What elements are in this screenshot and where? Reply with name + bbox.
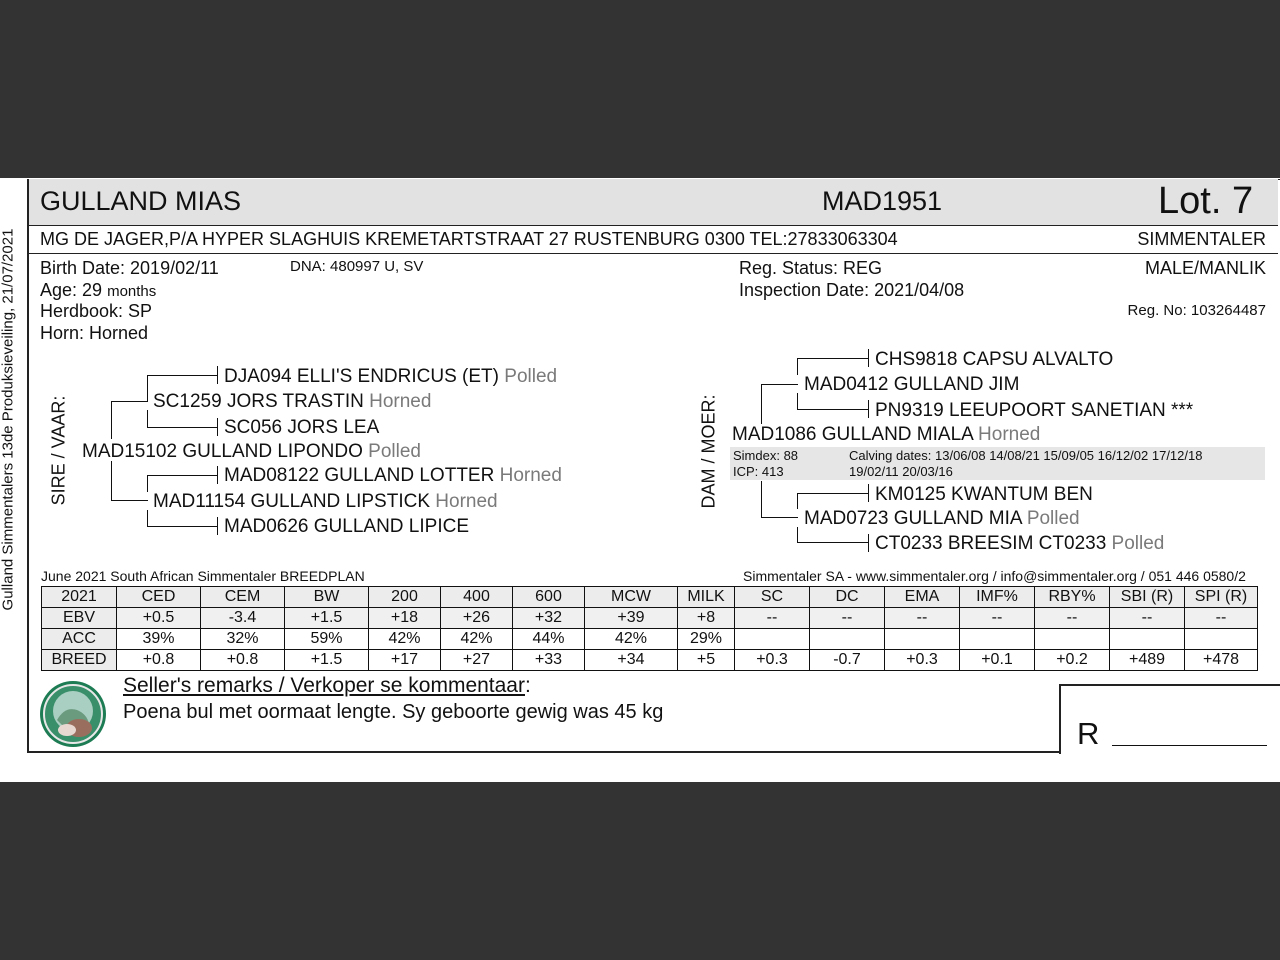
price-input-line[interactable]	[1112, 744, 1267, 746]
dam-tree-line	[797, 358, 798, 375]
table-header-cell: SBI (R)	[1110, 587, 1185, 608]
age	[40, 280, 156, 301]
sire-tree-line	[147, 526, 218, 527]
table-cell: +34	[585, 650, 678, 671]
sire-tree-line	[217, 418, 218, 436]
table-cell: --	[1185, 608, 1258, 629]
reg-status: Reg. Status: REG	[739, 258, 883, 278]
table-cell: ACC	[42, 629, 117, 650]
table-cell: 32%	[201, 629, 285, 650]
table-cell: +18	[369, 608, 441, 629]
table-cell: --	[810, 608, 885, 629]
table-cell: +39	[585, 608, 678, 629]
table-header-cell: MILK	[678, 587, 735, 608]
dam-tree-line	[868, 534, 869, 552]
sire-tree-line	[147, 510, 148, 527]
dam-sire-dam: PN9319 LEEUPOORT SANETIAN ***	[875, 400, 1194, 421]
table-cell: +26	[441, 608, 513, 629]
icp: ICP: 413	[733, 464, 784, 479]
sire-tree-line	[111, 401, 112, 439]
reg-number: Reg. No: 103264487	[1127, 302, 1266, 319]
table-header-cell: RBY%	[1035, 587, 1110, 608]
table-cell: +1.5	[285, 650, 369, 671]
dam-tree-line	[761, 481, 762, 518]
sire-tree-line	[147, 375, 148, 402]
sire-tree-line	[217, 517, 218, 535]
dam-tree-line	[797, 409, 869, 410]
dam: MAD1086 GULLAND MIALA Horned	[732, 424, 1041, 445]
breedplan-header-row	[42, 587, 1258, 608]
table-cell: 42%	[369, 629, 441, 650]
dam-tree-line	[797, 493, 798, 509]
table-header-cell: MCW	[585, 587, 678, 608]
sire-caption: SIRE / VAAR:	[48, 395, 69, 506]
side-caption: Gulland Simmentalers 13de Produksieveiling, 21/07/2021	[0, 228, 17, 611]
sire-sire: SC1259 JORS TRASTIN Horned	[153, 391, 432, 412]
dam-tree-line	[761, 517, 798, 518]
table-header-cell: EMA	[885, 587, 960, 608]
table-cell	[885, 629, 960, 650]
sire-sire-sire: DJA094 ELLI'S ENDRICUS (ET) Polled	[224, 366, 558, 387]
lot-number: Lot. 7	[1158, 180, 1254, 222]
table-cell: -3.4	[201, 608, 285, 629]
table-cell: +0.1	[960, 650, 1035, 671]
table-cell: +1.5	[285, 608, 369, 629]
sire-dam-dam: MAD0626 GULLAND LIPICE	[224, 516, 469, 537]
sire-tree-line	[111, 461, 112, 501]
table-cell	[1035, 629, 1110, 650]
table-header-cell: 400	[441, 587, 513, 608]
sire-tree-line	[147, 410, 148, 428]
table-cell: 42%	[441, 629, 513, 650]
breed-row	[42, 650, 1258, 671]
dam-dam-sire: KM0125 KWANTUM BEN	[875, 484, 1093, 505]
table-cell	[810, 629, 885, 650]
table-cell: 39%	[117, 629, 201, 650]
table-cell: --	[885, 608, 960, 629]
table-cell: +17	[369, 650, 441, 671]
owner-address: MG DE JAGER,P/A HYPER SLAGHUIS KREMETARTSTRAAT 27 RUSTENBURG 0300 TEL:27833063304	[40, 229, 898, 249]
dam-caption: DAM / MOER:	[698, 394, 719, 509]
table-cell: +478	[1185, 650, 1258, 671]
table-header-cell: 2021	[42, 587, 117, 608]
table-header-cell: SC	[735, 587, 810, 608]
dam-tree-line	[797, 493, 869, 494]
table-header-cell: 200	[369, 587, 441, 608]
table-cell: +0.3	[735, 650, 810, 671]
table-header-cell: DC	[810, 587, 885, 608]
table-cell: --	[1110, 608, 1185, 629]
dam-tree-line	[797, 527, 798, 543]
table-cell	[735, 629, 810, 650]
calving-dates: Calving dates: 13/06/08 14/08/21 15/09/05 16/12/02 17/12/18	[849, 448, 1203, 463]
remarks-heading: Seller's remarks / Verkoper se kommentaar:	[123, 674, 531, 697]
table-cell	[1110, 629, 1185, 650]
table-cell: EBV	[42, 608, 117, 629]
table-cell: 29%	[678, 629, 735, 650]
table-cell: BREED	[42, 650, 117, 671]
calving-dates-cont: 19/02/11 20/03/16	[849, 464, 953, 479]
dam-dam-dam: CT0233 BREESIM CT0233 Polled	[875, 533, 1165, 554]
table-cell: +0.2	[1035, 650, 1110, 671]
sire-tree-line	[147, 375, 218, 376]
table-cell: +0.5	[117, 608, 201, 629]
table-cell: +0.3	[885, 650, 960, 671]
breedplan-source: June 2021 South African Simmentaler BREEDPLAN	[41, 568, 365, 584]
dam-tree-line	[797, 542, 869, 543]
price-currency: R	[1077, 716, 1100, 751]
simmentaler-logo	[39, 680, 107, 748]
sire-tree-line	[147, 475, 218, 476]
table-cell: 44%	[513, 629, 585, 650]
sex: MALE/MANLIK	[1144, 258, 1266, 278]
table-cell: +27	[441, 650, 513, 671]
remarks-text: Poena bul met oormaat lengte. Sy geboorte gewig was 45 kg	[123, 701, 664, 723]
simdex: Simdex: 88	[733, 448, 799, 463]
breed-name: SIMMENTALER	[1137, 229, 1266, 249]
table-cell: +489	[1110, 650, 1185, 671]
age-value: Age: 29	[40, 280, 103, 300]
table-cell: +5	[678, 650, 735, 671]
inspection-date: Inspection Date: 2021/04/08	[739, 280, 965, 300]
sire-sire-dam: SC056 JORS LEA	[224, 417, 380, 438]
dam-sire-sire: CHS9818 CAPSU ALVALTO	[875, 349, 1114, 370]
dna-info: DNA: 480997 U, SV	[290, 258, 424, 275]
sire-dam: MAD11154 GULLAND LIPSTICK Horned	[153, 491, 498, 512]
ebv-row	[42, 608, 1258, 629]
table-cell: +8	[678, 608, 735, 629]
table-cell: --	[1035, 608, 1110, 629]
dam-sire: MAD0412 GULLAND JIM	[804, 374, 1020, 395]
horn-status: Horn: Horned	[40, 323, 149, 343]
table-cell: +32	[513, 608, 585, 629]
age-unit: months	[107, 283, 157, 300]
table-cell: 59%	[285, 629, 369, 650]
table-cell: --	[735, 608, 810, 629]
dam-tree-line	[797, 358, 869, 359]
table-header-cell: SPI (R)	[1185, 587, 1258, 608]
dam-tree-line	[761, 384, 798, 385]
breedplan-table	[41, 586, 1258, 671]
sire-tree-line	[147, 475, 148, 492]
dam-tree-line	[797, 393, 798, 410]
table-header-cell: IMF%	[960, 587, 1035, 608]
birth-date: Birth Date: 2019/02/11	[40, 258, 219, 278]
table-cell: 42%	[585, 629, 678, 650]
table-cell: +0.8	[117, 650, 201, 671]
sire: MAD15102 GULLAND LIPONDO Polled	[82, 441, 421, 462]
animal-name: GULLAND MIAS	[40, 186, 242, 216]
breedplan-contact: Simmentaler SA - www.simmentaler.org / info@simmentaler.org / 051 446 0580/2	[743, 568, 1246, 584]
animal-id: MAD1951	[822, 186, 943, 216]
dam-tree-line	[868, 400, 869, 418]
card-bottom-rule	[27, 751, 1060, 753]
sire-tree-line	[147, 427, 218, 428]
table-header-cell: BW	[285, 587, 369, 608]
table-header-cell: CED	[117, 587, 201, 608]
table-cell: +33	[513, 650, 585, 671]
table-cell	[1185, 629, 1258, 650]
table-cell: +0.8	[201, 650, 285, 671]
table-cell	[960, 629, 1035, 650]
table-header-cell: 600	[513, 587, 585, 608]
sire-tree-line	[111, 500, 148, 501]
table-cell: -0.7	[810, 650, 885, 671]
acc-row	[42, 629, 1258, 650]
herdbook: Herdbook: SP	[40, 301, 153, 321]
sire-dam-sire: MAD08122 GULLAND LOTTER Horned	[224, 465, 562, 486]
dam-dam: MAD0723 GULLAND MIA Polled	[804, 508, 1080, 529]
table-cell: --	[960, 608, 1035, 629]
sire-tree-line	[111, 401, 148, 402]
table-header-cell: CEM	[201, 587, 285, 608]
dam-tree-line	[761, 384, 762, 424]
